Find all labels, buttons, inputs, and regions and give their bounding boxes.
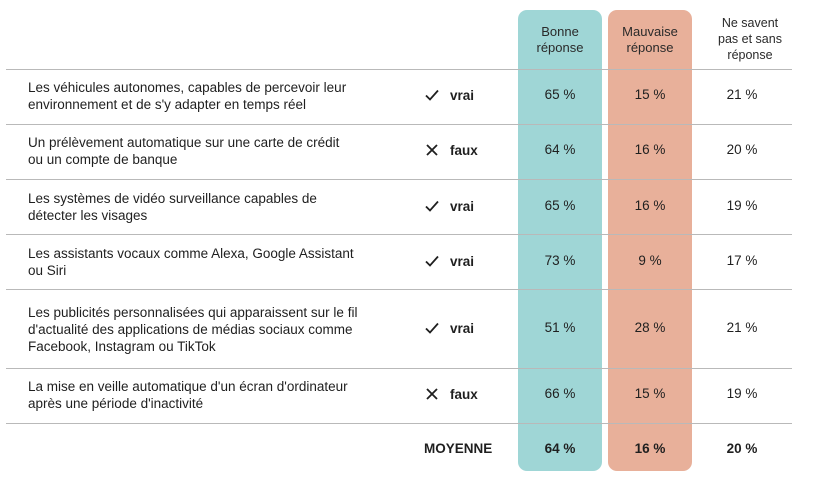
bad-answer-value: 28 % [634, 320, 666, 335]
average-bad-value: 16 % [634, 441, 666, 456]
no-answer-value: 17 % [726, 253, 758, 268]
answer-label: vrai [450, 87, 475, 103]
answer-label: faux [450, 386, 478, 402]
bad-answer-value: 16 % [634, 198, 666, 213]
correct-answer [424, 386, 514, 402]
answer-label: vrai [450, 253, 475, 269]
cross-icon [424, 142, 440, 158]
good-answer-value: 66 % [544, 386, 576, 401]
row-divider [6, 124, 792, 125]
bad-answer-value: 9 % [638, 253, 662, 268]
statement-text: Un prélèvement automatique sur une carte de crédit ou un compte de banque [28, 135, 340, 167]
check-icon [424, 253, 440, 269]
bad-answer-value: 15 % [634, 87, 666, 102]
no-answer-value: 19 % [726, 386, 758, 401]
no-answer-value: 20 % [726, 142, 758, 157]
good-answer-value: 65 % [544, 87, 576, 102]
good-answer-value: 51 % [544, 320, 576, 335]
row-divider [6, 368, 792, 369]
statement-text: Les publicités personnalisées qui apparaissent sur le fil d'actualité des applications de médias sociaux comme Facebook, Instagram ou TikTok [28, 304, 358, 354]
correct-answer [424, 253, 514, 269]
correct-answer [424, 87, 514, 103]
correct-answer [424, 142, 514, 158]
no-answer-value: 21 % [726, 87, 758, 102]
row-divider [6, 289, 792, 290]
average-good-value: 64 % [544, 441, 576, 456]
statement-text: Les véhicules autonomes, capables de percevoir leur environnement et de s'y adapter en temps réel [28, 80, 347, 112]
average-none-value: 20 % [726, 441, 758, 456]
statement-text: Les systèmes de vidéo surveillance capables de détecter les visages [28, 191, 317, 223]
no-answer-value: 21 % [726, 320, 758, 335]
no-answer-value: 19 % [726, 198, 758, 213]
average-label: MOYENNE [424, 441, 493, 456]
cross-icon [424, 386, 440, 402]
row-divider [6, 179, 792, 180]
row-divider [6, 423, 792, 424]
header-bad-answer: Mauvaise réponse [622, 24, 678, 55]
statement-text: Les assistants vocaux comme Alexa, Google Assistant ou Siri [28, 246, 354, 278]
header-good-answer: Bonne réponse [536, 24, 584, 55]
bad-answer-column [608, 10, 692, 471]
statement-text: La mise en veille automatique d'un écran d'ordinateur après une période d'inactivité [28, 379, 348, 411]
correct-answer [424, 320, 514, 336]
bad-answer-value: 16 % [634, 142, 666, 157]
check-icon [424, 87, 440, 103]
bad-answer-value: 15 % [634, 386, 666, 401]
good-answer-value: 65 % [544, 198, 576, 213]
row-divider [6, 234, 792, 235]
answer-label: faux [450, 142, 478, 158]
answer-label: vrai [450, 198, 475, 214]
answer-label: vrai [450, 320, 475, 336]
check-icon [424, 320, 440, 336]
row-divider [6, 69, 792, 70]
good-answer-column [518, 10, 602, 471]
correct-answer [424, 198, 514, 214]
good-answer-value: 64 % [544, 142, 576, 157]
header-no-answer: Ne savent pas et sans réponse [718, 16, 782, 62]
check-icon [424, 198, 440, 214]
good-answer-value: 73 % [544, 253, 576, 268]
